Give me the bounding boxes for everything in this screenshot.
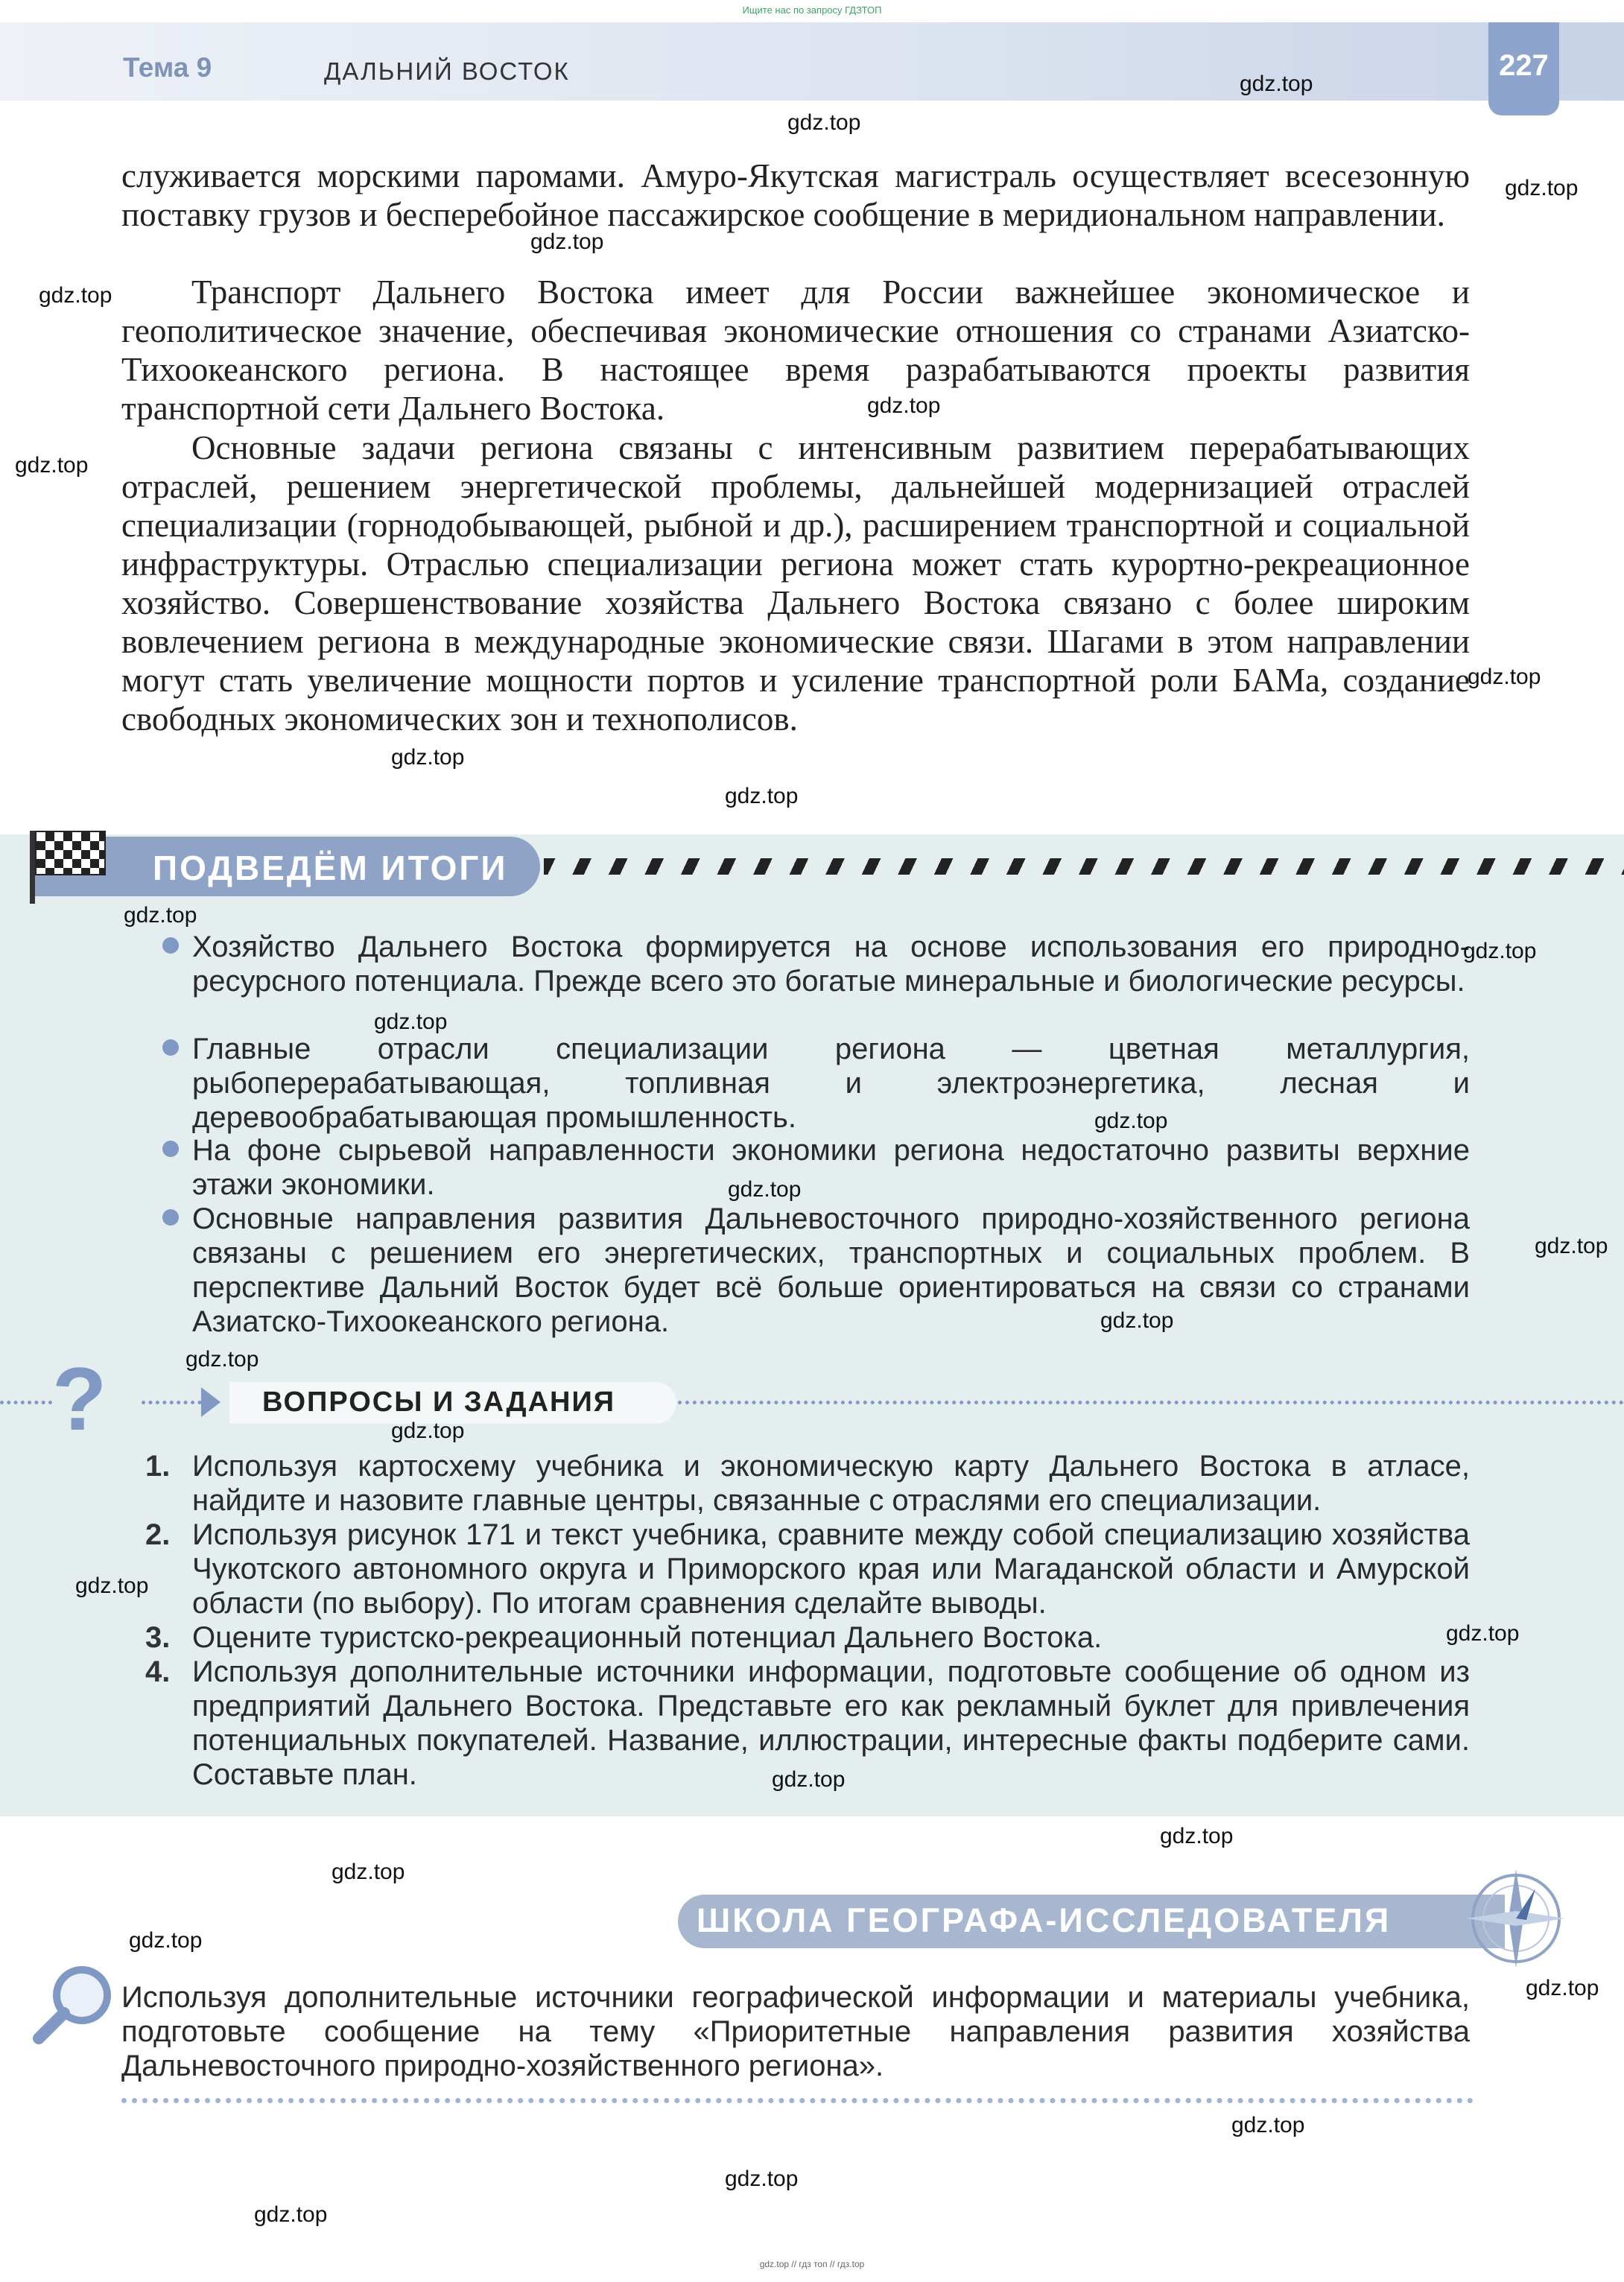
- school-task-text: Используя дополнительные источники географической информации и материалы учебника, подготовьте сообщение на тему «Приоритетные направления развития хозяйства Дальневосточного природно-хозяйственного региона».: [121, 1981, 1470, 2082]
- watermark: gdz.top: [39, 283, 112, 308]
- summary-title: ПОДВЕДЁМ ИТОГИ: [153, 849, 508, 887]
- watermark: gdz.top: [1526, 1976, 1599, 2000]
- question-mark-icon: ?: [52, 1349, 107, 1449]
- watermark: gdz.top: [725, 2167, 799, 2191]
- watermark: gdz.top: [15, 453, 89, 478]
- question-4: Используя дополнительные источники информации, подготовьте сообщение об одном из предприятий Дальнего Востока. Представьте его как рекламный буклет для привлечения потенциальных покупателей. Название, иллюстрации, интересные факты подберите сами. Составьте план.: [192, 1655, 1470, 1791]
- top-search-note: Ищите нас по запросу ГДЗТОП: [742, 4, 882, 16]
- compass-icon: [1464, 1866, 1568, 1971]
- header-band: [0, 22, 1624, 101]
- watermark: gdz.top: [725, 784, 799, 808]
- watermark: gdz.top: [1160, 1824, 1234, 1848]
- question-number: 4.: [145, 1655, 171, 1688]
- dashed-divider: [544, 858, 1624, 875]
- arrow-right-icon: [201, 1387, 221, 1417]
- watermark: gdz.top: [1094, 1109, 1168, 1133]
- bullet-dot-icon: [162, 1141, 179, 1157]
- watermark: gdz.top: [332, 1860, 405, 1884]
- flag-pole: [30, 831, 35, 904]
- watermark: gdz.top: [75, 1573, 149, 1598]
- question-3: Оцените туристско-рекреационный потенциал Дальнего Востока.: [192, 1621, 1103, 1654]
- watermark: gdz.top: [1535, 1234, 1608, 1258]
- watermark: gdz.top: [124, 903, 197, 928]
- watermark: gdz.top: [867, 393, 941, 418]
- watermark: gdz.top: [1231, 2113, 1305, 2137]
- watermark: gdz.top: [1463, 939, 1537, 963]
- watermark: gdz.top: [1505, 176, 1579, 200]
- questions-title: ВОПРОСЫ И ЗАДАНИЯ: [262, 1386, 616, 1418]
- bullet-dot-icon: [162, 937, 179, 954]
- summary-item-4: Основные направления развития Дальневосточного природно-хозяйственного региона связаны с решением его энергетических, транспортных и социальных проблем. В перспективе Дальний Восток будет всё больше ориентироваться на связи со странами Азиатско-Тихоокеанского региона.: [192, 1202, 1470, 1338]
- paragraph-2: Транспорт Дальнего Востока имеет для России важнейшее экономическое и геополитическое значение, обеспечивая экономические отношения со странами Азиатско-Тихоокеанского региона. В настоящее время разрабатываются проекты развития транспортной сети Дальнего Востока.: [121, 273, 1470, 427]
- page-number: 227: [1499, 49, 1549, 82]
- watermark: gdz.top: [1468, 665, 1541, 689]
- bullet-dot-icon: [162, 1039, 179, 1056]
- summary-item-1: Хозяйство Дальнего Востока формируется на основе использования его природно-ресурсного потенциала. Прежде всего это богатые минеральные и биологические ресурсы.: [192, 931, 1470, 998]
- question-number: 3.: [145, 1621, 171, 1654]
- theme-label: Тема 9: [123, 52, 212, 83]
- watermark: gdz.top: [728, 1177, 802, 1202]
- paragraph-1: служивается морскими паромами. Амуро-Якутская магистраль осуществляет всесезонную поставку грузов и бесперебойное пассажирское сообщение в меридиональном направлении.: [121, 157, 1470, 233]
- summary-item-3: На фоне сырьевой направленности экономики региона недостаточно развиты верхние этажи экономики.: [192, 1134, 1470, 1201]
- school-title: ШКОЛА ГЕОГРАФА-ИССЛЕДОВАТЕЛЯ: [697, 1901, 1392, 1939]
- watermark: gdz.top: [530, 229, 604, 254]
- watermark: gdz.top: [1240, 72, 1313, 96]
- watermark: gdz.top: [1446, 1621, 1520, 1646]
- bullet-dot-icon: [162, 1209, 179, 1226]
- watermark: gdz.top: [254, 2202, 328, 2227]
- dotted-line: [142, 1401, 209, 1404]
- dotted-line: [0, 1401, 52, 1404]
- dotted-line: [121, 2098, 1474, 2103]
- watermark: gdz.top: [787, 110, 861, 135]
- watermark: gdz.top: [391, 745, 465, 770]
- chapter-title: ДАЛЬНИЙ ВОСТОК: [324, 57, 570, 85]
- question-number: 1.: [145, 1450, 171, 1483]
- dotted-line: [678, 1401, 1624, 1404]
- question-number: 2.: [145, 1518, 171, 1551]
- watermark: gdz.top: [1100, 1308, 1174, 1333]
- watermark: gdz.top: [374, 1010, 448, 1034]
- question-2: Используя рисунок 171 и текст учебника, сравните между собой специализацию хозяйства Чукотского автономного округа и Приморского края или Магаданской области и Амурской области (по выбору). По итогам сравнения сделайте выводы.: [192, 1518, 1470, 1620]
- watermark: gdz.top: [391, 1419, 465, 1443]
- watermark: gdz.top: [772, 1767, 846, 1792]
- paragraph-3: Основные задачи региона связаны с интенсивным развитием перерабатывающих отраслей, решением энергетической проблемы, дальнейшей модернизацией отраслей специализации (горнодобывающей, рыбной и др.), расширением транспортной и социальной инфраструктуры. Отраслью специализации региона может стать курортно-рекреационное хозяйство. Совершенствование хозяйства Дальнего Востока связано с более широким вовлечением региона в международные экономические связи. Шагами в этом направлении могут стать увеличение мощности портов и усиление транспортной роли БАМа, создание свободных экономических зон и технополисов.: [121, 429, 1470, 738]
- summary-item-2: Главные отрасли специализации региона — цветная металлургия, рыбоперерабатывающая, топливная и электроэнергетика, лесная и деревообрабатывающая промышленность.: [192, 1033, 1470, 1134]
- bottom-note: gdz.top // гдз топ // гдз.top: [759, 2259, 865, 2269]
- watermark: gdz.top: [129, 1928, 203, 1953]
- magnifier-icon: [30, 1959, 119, 2049]
- checkered-flag-icon: [35, 831, 106, 875]
- watermark: gdz.top: [185, 1347, 259, 1372]
- question-1: Используя картосхему учебника и экономическую карту Дальнего Востока в атласе, найдите и назовите главные центры, связанные с отраслями его специализации.: [192, 1450, 1470, 1517]
